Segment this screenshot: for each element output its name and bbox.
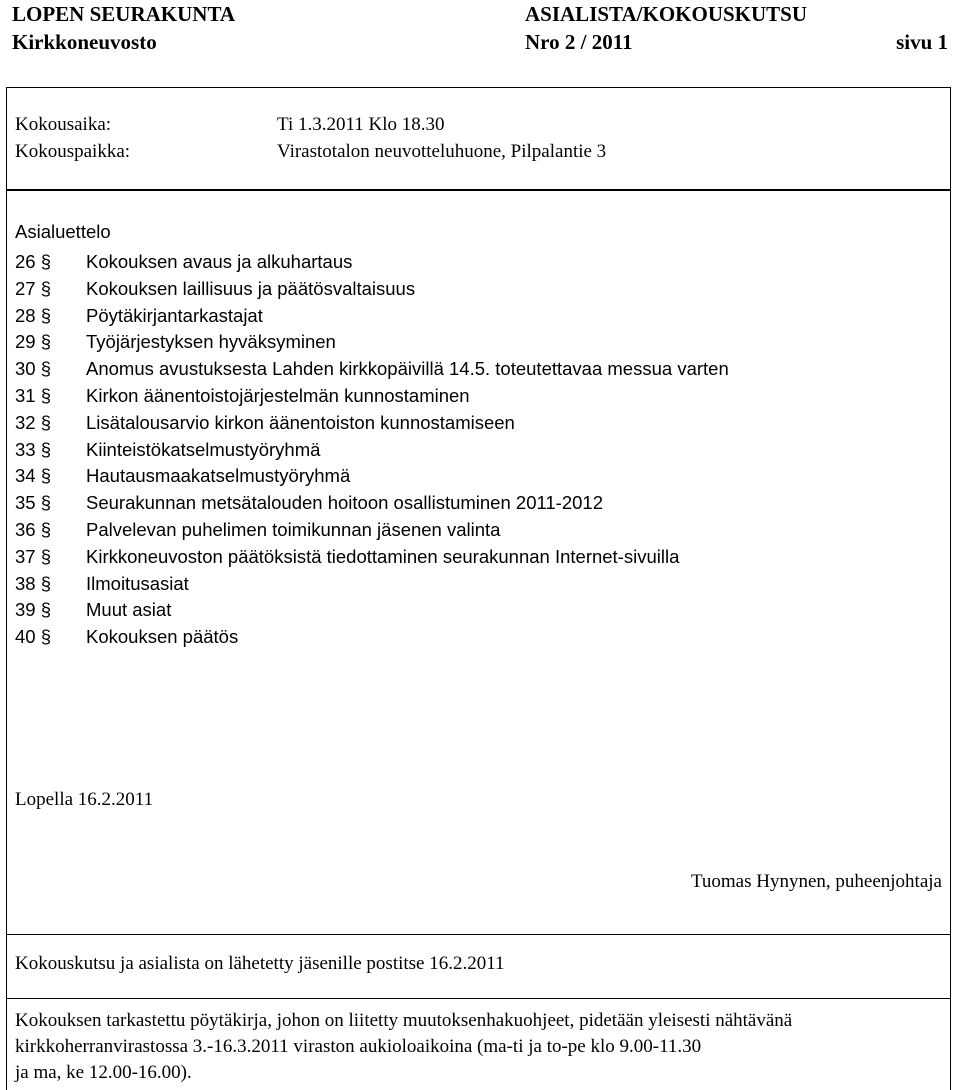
agenda-item-number: 27 § [15,277,52,299]
agenda-item-number: 39 § [15,599,52,621]
agenda-item-number: 30 § [15,358,52,380]
meeting-place-value: Virastotalon neuvotteluhuone, Pilpalantie 3 [277,141,607,162]
agenda-item-text: Kirkkoneuvoston päätöksistä tiedottaminen seurakunnan Internet-sivuilla [86,545,680,567]
agenda-item-number: 33 § [15,438,52,460]
agenda-item-text: Muut asiat [86,599,172,621]
inspection-line: Kokouksen tarkastettu pöytäkirja, johon on liitetty muutoksenhakuohjeet, pidetään yleisesti nähtävänä [15,1010,793,1031]
agenda-item-text: Kiinteistökatselmustyöryhmä [86,438,321,460]
meeting-place-label: Kokouspaikka: [15,141,131,162]
inspection-line: ja ma, ke 12.00-16.00). [15,1062,192,1083]
agenda-item-number: 35 § [15,492,52,514]
meeting-info-box [6,87,951,190]
agenda-item-number: 29 § [15,331,52,353]
minutes-inspection-note [15,1008,942,1086]
agenda-item-text: Työjärjestyksen hyväksyminen [86,331,336,353]
governing-body: Kirkkoneuvosto [12,30,157,54]
agenda-item-text: Kokouksen päätös [86,626,239,648]
document-number: Nro 2 / 2011 [525,30,633,54]
divider [7,998,950,999]
meeting-time-label: Kokousaika: [15,114,112,135]
agenda-item-number: 38 § [15,572,52,594]
inspection-line: kirkkoherranvirastossa 3.-16.3.2011 viraston aukioloaikoina (ma-ti ja to-pe klo 9.00-11.30 [15,1036,702,1057]
invitation-sent-note: Kokouskutsu ja asialista on lähetetty jäsenille postitse 16.2.2011 [15,953,505,974]
agenda-item-text: Lisätalousarvio kirkon äänentoiston kunnostamiseen [86,411,515,433]
meeting-time-value: Ti 1.3.2011 Klo 18.30 [277,114,445,135]
document-header [12,0,948,60]
page-number: sivu 1 [896,30,948,54]
agenda-item-number: 40 § [15,626,52,648]
agenda-item-number: 32 § [15,411,52,433]
agenda-item-text: Palvelevan puhelimen toimikunnan jäsenen valinta [86,518,501,540]
signer-name: Tuomas Hynynen, puheenjohtaja [690,871,942,892]
agenda-item-text: Kirkon äänentoistojärjestelmän kunnostaminen [86,384,470,406]
divider [7,934,950,935]
place-date: Lopella 16.2.2011 [15,789,154,810]
organization-name: LOPEN SEURAKUNTA [12,2,236,26]
agenda-item-text: Ilmoitusasiat [86,572,189,594]
document-type: ASIALISTA/KOKOUSKUTSU [525,2,808,26]
agenda-item-text: Anomus avustuksesta Lahden kirkkopäivillä 14.5. toteutettavaa messua varten [86,358,729,380]
agenda-item-text: Hautausmaakatselmustyöryhmä [86,465,351,487]
agenda-item-text: Pöytäkirjantarkastajat [86,304,263,326]
agenda-title: Asialuettelo [15,221,111,242]
agenda-item-number: 26 § [15,251,52,272]
agenda-item-number: 37 § [15,545,52,567]
agenda-item-number: 34 § [15,465,52,487]
agenda-item-number: 28 § [15,304,52,326]
agenda-item-number: 36 § [15,518,52,540]
agenda-item-text: Kokouksen avaus ja alkuhartaus [86,251,353,272]
agenda-item-text: Kokouksen laillisuus ja päätösvaltaisuus [86,277,416,299]
agenda-item-number: 31 § [15,384,52,406]
content-box [6,190,951,1090]
agenda-item-text: Seurakunnan metsätalouden hoitoon osallistuminen 2011-2012 [86,492,603,514]
